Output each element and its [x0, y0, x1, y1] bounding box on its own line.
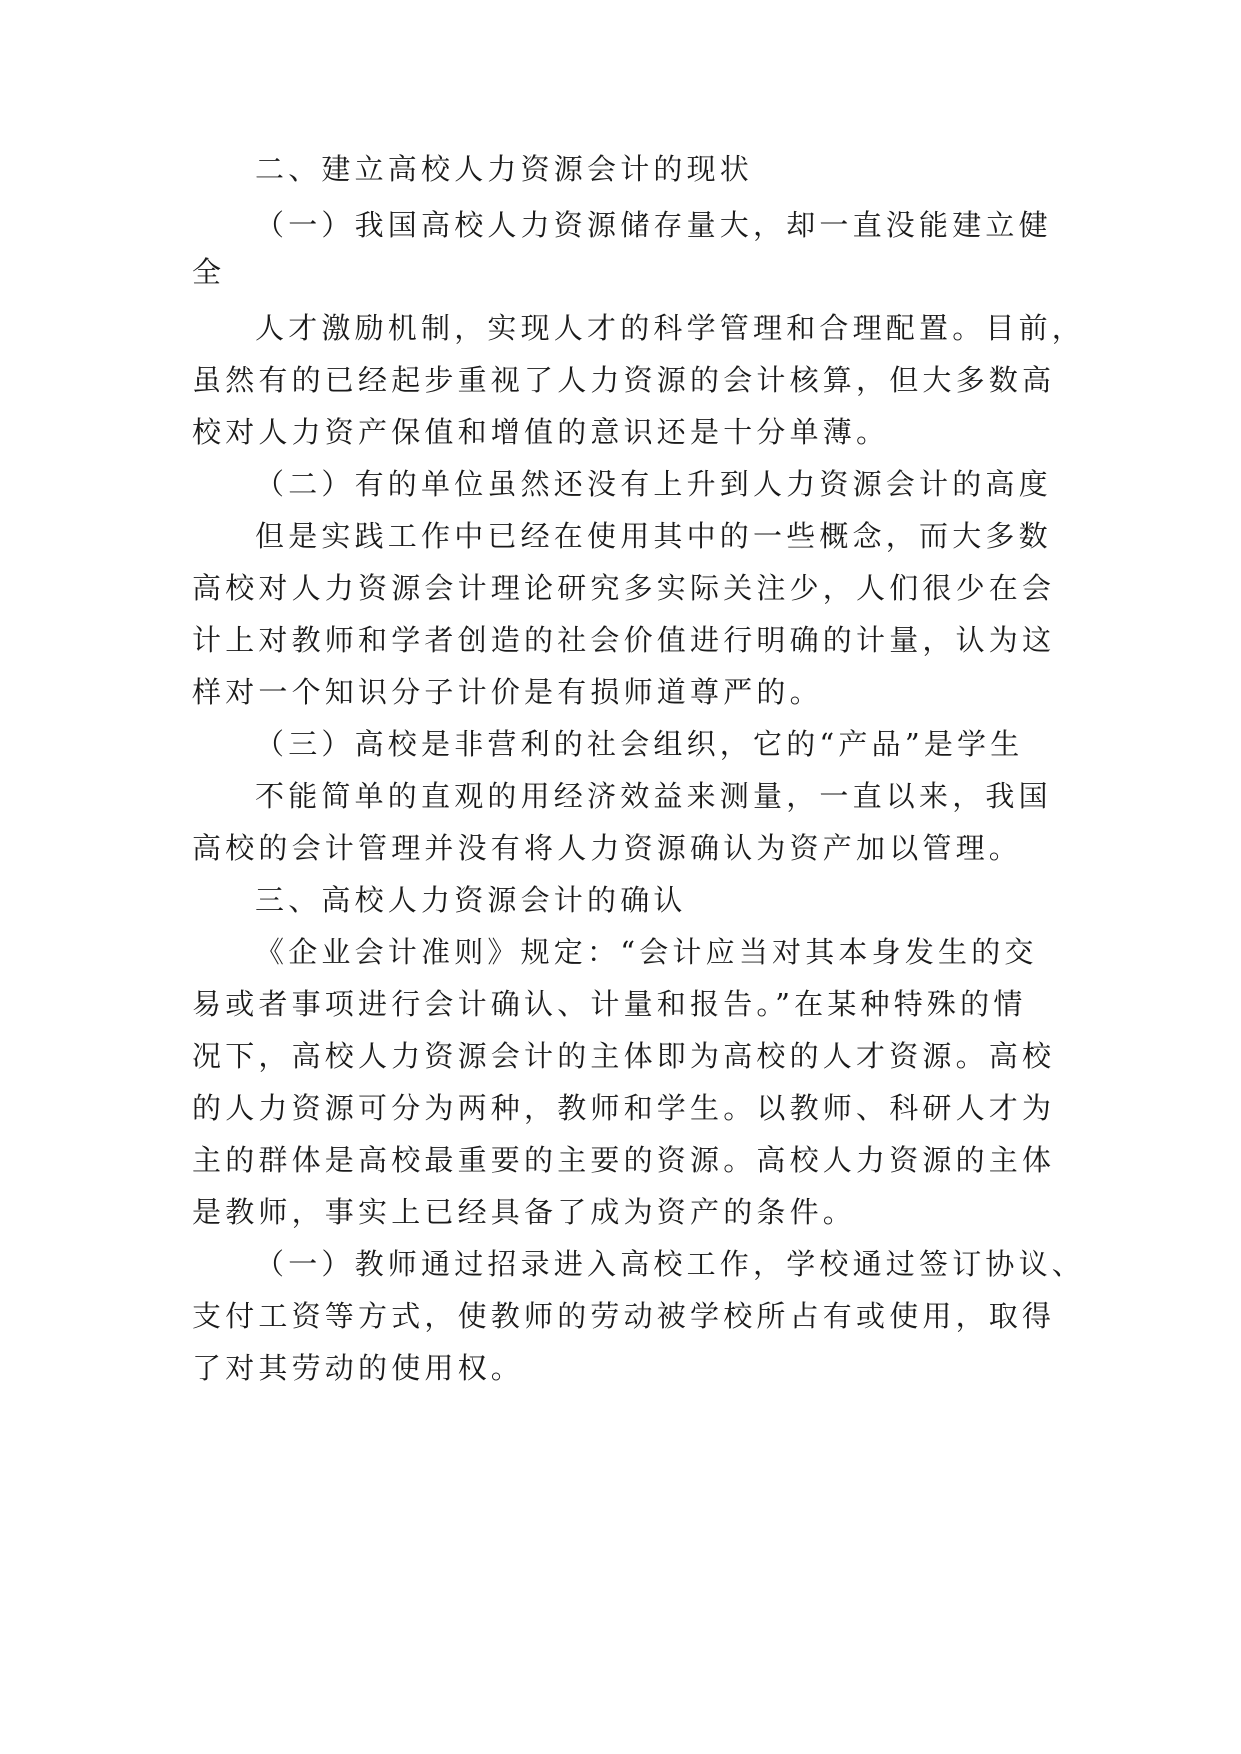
text-line: 校对人力资产保值和增值的意识还是十分单薄。	[192, 415, 890, 449]
text-line: 全	[192, 255, 226, 289]
section-heading: 二、建立高校人力资源会计的现状	[255, 152, 754, 186]
text-line: 高校对人力资源会计理论研究多实际关注少，人们很少在会	[192, 571, 1056, 605]
text-line: 了对其劳动的使用权。	[192, 1351, 525, 1385]
subsection-heading: （一）我国高校人力资源储存量大，却一直没能建立健	[255, 208, 1052, 242]
text-line: 的人力资源可分为两种，教师和学生。以教师、科研人才为	[192, 1091, 1056, 1125]
text-line: 是教师，事实上已经具备了成为资产的条件。	[192, 1195, 857, 1229]
paragraph-first-line: 人才激励机制，实现人才的科学管理和合理配置。目前，	[255, 311, 1086, 345]
subsection-heading: （三）高校是非营利的社会组织，它的“产品”是学生	[255, 727, 1024, 761]
text-line: 支付工资等方式，使教师的劳动被学校所占有或使用，取得	[192, 1299, 1056, 1333]
text-line: 况下，高校人力资源会计的主体即为高校的人才资源。高校	[192, 1039, 1056, 1073]
subsection-heading: （二）有的单位虽然还没有上升到人力资源会计的高度	[255, 467, 1052, 501]
paragraph-first-line: 不能简单的直观的用经济效益来测量，一直以来，我国	[255, 779, 1052, 813]
section-heading: 三、高校人力资源会计的确认	[255, 883, 687, 917]
text-line: 虽然有的已经起步重视了人力资源的会计核算，但大多数高	[192, 363, 1056, 397]
paragraph-first-line: 但是实践工作中已经在使用其中的一些概念，而大多数	[255, 519, 1052, 553]
text-line: 易或者事项进行会计确认、计量和报告。”在某种特殊的情	[192, 987, 1027, 1021]
subsection-heading: （一）教师通过招录进入高校工作，学校通过签订协议、	[255, 1247, 1086, 1281]
text-line: 高校的会计管理并没有将人力资源确认为资产加以管理。	[192, 831, 1023, 865]
paragraph-first-line: 《企业会计准则》规定：“会计应当对其本身发生的交	[255, 935, 1038, 969]
text-line: 样对一个知识分子计价是有损师道尊严的。	[192, 675, 823, 709]
text-line: 计上对教师和学者创造的社会价值进行明确的计量，认为这	[192, 623, 1056, 657]
text-line: 主的群体是高校最重要的主要的资源。高校人力资源的主体	[192, 1143, 1056, 1177]
